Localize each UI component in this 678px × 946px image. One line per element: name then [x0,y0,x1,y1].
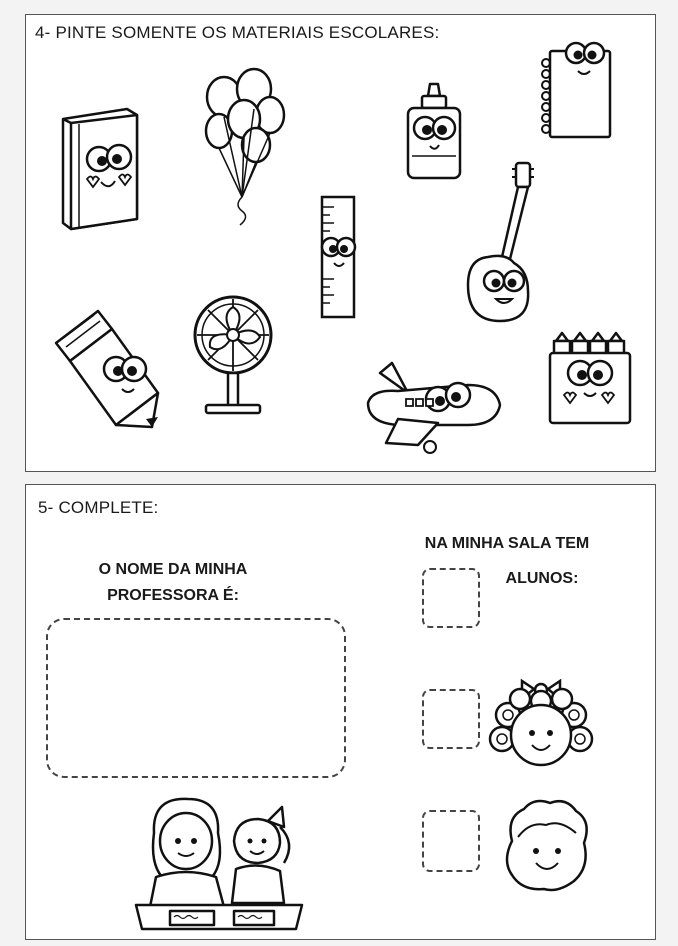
teacher-prompt-line1: O NOME DA MINHA [98,561,248,578]
teacher-and-student-illustration [134,793,304,931]
teacher-name-answer-box[interactable] [46,618,346,778]
book-icon[interactable] [57,107,143,231]
section-4-heading: 4- PINTE SOMENTE OS MATERIAIS ESCOLARES: [35,23,440,42]
crayon-box-icon[interactable] [548,331,634,427]
fan-icon [190,295,276,419]
guitar-icon [458,161,548,331]
glue-bottle-icon[interactable] [404,82,464,182]
section-4-panel [25,14,656,472]
section-5-heading: 5- COMPLETE: [38,498,159,517]
spiral-notebook-icon[interactable] [536,41,618,141]
total-students-answer-box[interactable] [422,568,480,628]
class-prompt-line2: ALUNOS: [505,570,579,587]
pencil-icon[interactable] [54,307,174,437]
teacher-prompt-line2: PROFESSORA É: [107,587,239,604]
class-prompt-line1: NA MINHA SALA TEM [424,535,590,552]
boys-count-answer-box[interactable] [422,810,480,872]
section-5-panel [25,484,656,940]
balloons-icon [204,67,286,229]
girl-face-icon [488,679,606,769]
girls-count-answer-box[interactable] [422,689,480,749]
ruler-icon[interactable] [318,195,358,319]
airplane-icon [358,359,506,455]
boy-face-icon [500,797,594,893]
